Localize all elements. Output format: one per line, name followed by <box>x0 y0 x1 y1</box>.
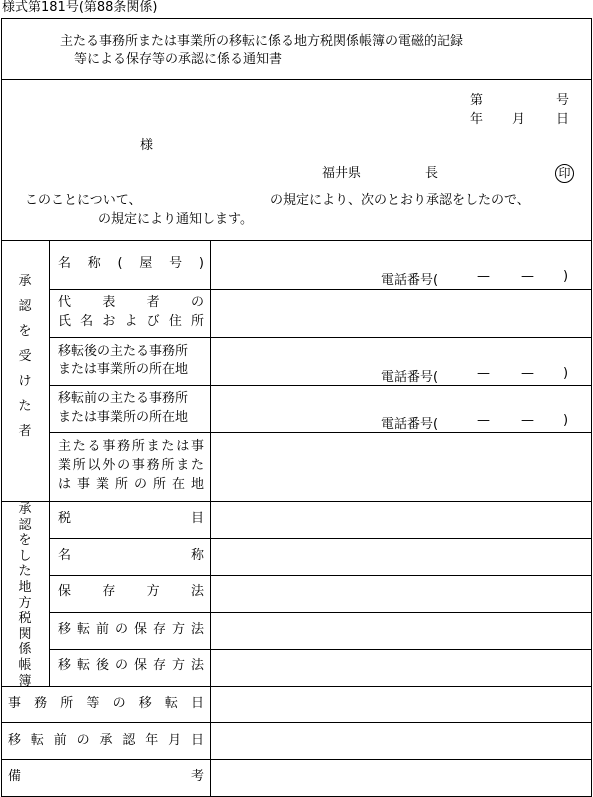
row-name-char: 屋 <box>139 256 153 271</box>
frame-left <box>1 18 2 796</box>
row-divider <box>49 538 592 539</box>
group-char: け <box>18 374 32 389</box>
row-name-char: ) <box>198 256 204 271</box>
prefecture-name: 福井県 <box>322 166 362 181</box>
row-book-name-label: 名称 <box>58 548 204 563</box>
group-char: 簿 <box>18 673 32 689</box>
row-divider <box>49 612 592 613</box>
group-char: 承 <box>18 502 32 517</box>
group-char: 認 <box>18 299 32 314</box>
phone-dash: — <box>477 413 490 428</box>
seal-stamp: 印 <box>555 164 574 183</box>
phone-close: ) <box>563 413 569 428</box>
row-divider <box>49 649 592 650</box>
group-char: た <box>18 399 32 414</box>
row-prior-approval-date-label: 移転前の承認年月日 <box>8 733 204 748</box>
group-column-divider <box>49 240 50 686</box>
group-divider <box>1 501 592 502</box>
body-text-1b: の規定により、次のとおり承認をしたので、 <box>270 193 530 208</box>
title-divider <box>1 79 592 80</box>
row-name-char: 号 <box>169 256 183 271</box>
row-before-label-1: 移転前の主たる事務所 <box>58 391 189 406</box>
row-divider <box>1 722 592 723</box>
phone-dash: — <box>477 269 490 284</box>
row-name-label <box>58 255 204 273</box>
row-divider <box>49 289 592 290</box>
phone-label: 電話番号( <box>381 273 439 288</box>
row-move-date-label: 事務所等の移転日 <box>8 696 204 711</box>
frame-right <box>591 18 592 796</box>
row-other-label-2: 業所以外の事務所また <box>58 458 204 473</box>
phone-dash: — <box>521 413 534 428</box>
phone-close: ) <box>563 269 569 284</box>
frame-top <box>1 18 592 19</box>
group-char: 者 <box>18 424 32 439</box>
number-dai: 第 <box>470 93 484 108</box>
form-number: 様式第181号(第88条関係) <box>2 0 158 15</box>
row-after-storage-label: 移転後の保存方法 <box>58 658 204 673</box>
date-year: 年 <box>470 112 484 127</box>
body-text-2: の規定により通知します。 <box>98 212 253 227</box>
phone-label: 電話番号( <box>381 370 439 385</box>
row-rep-label-1: 代表者の <box>58 295 204 310</box>
group-char: を <box>18 324 32 339</box>
phone-field-2 <box>381 366 569 385</box>
row-name-char: 名 <box>58 256 72 271</box>
title-line-2: 等による保存等の承認に係る通知書 <box>74 52 283 67</box>
applicant-group-label <box>17 270 33 439</box>
phone-dash: — <box>521 366 534 381</box>
phone-label: 電話番号( <box>381 417 439 432</box>
row-divider <box>49 337 592 338</box>
group-char: 地 <box>18 579 32 595</box>
group-char: 認 <box>18 517 32 533</box>
label-column-divider <box>210 240 211 796</box>
row-after-label-2: または事業所の所在地 <box>58 362 189 377</box>
group-char: 関 <box>18 626 32 642</box>
row-divider <box>49 575 592 576</box>
phone-close: ) <box>563 366 569 381</box>
group-char: 受 <box>18 349 32 364</box>
row-divider <box>49 385 592 386</box>
addressee-sama: 様 <box>140 138 154 153</box>
group-char: た <box>18 564 32 580</box>
number-gou: 号 <box>556 93 570 108</box>
group-char: 係 <box>18 642 32 658</box>
header-divider <box>1 240 592 241</box>
body-text-1a: このことについて、 <box>25 193 142 208</box>
group-char: 承 <box>18 274 32 289</box>
row-rep-label-2: 氏名および住所 <box>58 314 204 329</box>
row-remarks-label: 備考 <box>8 769 204 784</box>
issuer-title: 長 <box>425 166 439 181</box>
row-before-label-2: または事業所の所在地 <box>58 410 189 425</box>
row-divider <box>49 432 592 433</box>
group-char: を <box>18 533 32 549</box>
phone-field-3 <box>381 413 569 432</box>
title-line-1: 主たる事務所または事業所の移転に係る地方税関係帳簿の電磁的記録 <box>60 34 464 49</box>
date-month: 月 <box>512 112 526 127</box>
row-after-label-1: 移転後の主たる事務所 <box>58 344 189 359</box>
group-char: し <box>18 548 32 564</box>
group-char: 方 <box>18 595 32 611</box>
group-divider <box>1 686 592 687</box>
phone-dash: — <box>477 366 490 381</box>
row-tax-item-label: 税目 <box>58 511 204 526</box>
phone-field-1 <box>381 269 569 288</box>
phone-dash: — <box>521 269 534 284</box>
books-group-label <box>17 502 33 689</box>
document-title <box>60 33 540 69</box>
row-storage-method-label: 保存方法 <box>58 584 204 599</box>
row-other-label-1: 主たる事務所または事 <box>58 439 204 454</box>
row-name-char: ( <box>117 256 123 271</box>
date-day: 日 <box>556 112 570 127</box>
group-char: 税 <box>18 611 32 627</box>
group-char: 帳 <box>18 657 32 673</box>
row-before-storage-label: 移転前の保存方法 <box>58 622 204 637</box>
row-name-char: 称 <box>87 256 101 271</box>
row-other-label-3: は事業所の所在地 <box>58 477 204 492</box>
row-divider <box>1 759 592 760</box>
